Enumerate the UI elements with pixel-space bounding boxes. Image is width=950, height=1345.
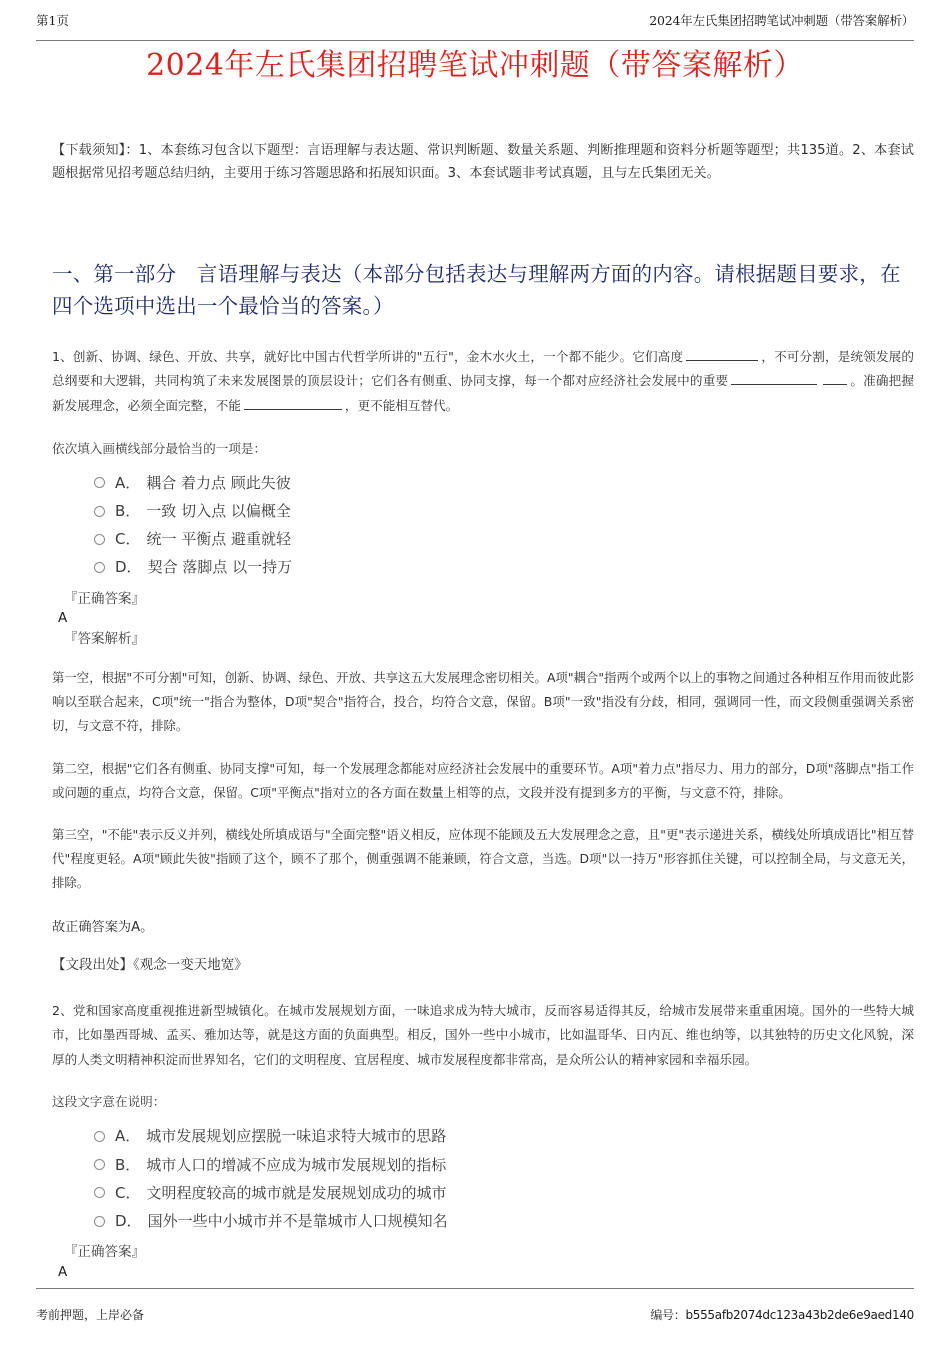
option-b[interactable]: [94, 501, 914, 521]
radio-icon[interactable]: [94, 1187, 105, 1198]
option-c[interactable]: [94, 529, 914, 549]
option-c-label: 统一 平衡点 避重就轻: [146, 530, 292, 549]
question-1-stem-part1: 1、创新、协调、绿色、开放、共享，就好比中国古代哲学所讲的"五行"，金木水火土，一个都不能少。它们高度: [52, 348, 684, 364]
option-c-letter: C．: [115, 1183, 141, 1202]
option-c-letter: C．: [115, 530, 141, 549]
question-2-stem: 2、党和国家高度重视推进新型城镇化。在城市发展规划方面，一味追求成为特大城市，反而容易适得其反，给城市发展带来重重困境。国外的一些特大城市，比如墨西哥城、孟买、雅加达等，就是这方面的负面典型。相反，国外一些中小城市，比如温哥华、日内瓦、维也纳等，以其独特的历史文化风貌，深厚的人类文明精神积淀而世界知名，它们的文明程度、宜居程度、城市发展程度都非常高，是众所公认的精神家园和幸福乐园。: [52, 1002, 914, 1067]
question-2-answer-value: A: [58, 1263, 68, 1280]
blank-2: [731, 373, 817, 386]
radio-icon[interactable]: [94, 562, 105, 573]
question-1-analysis-label: 『答案解析』: [64, 630, 145, 647]
question-1-analysis-para-1: 第一空，根据"不可分割"可知，创新、协调、绿色、开放、共享这五大发展理念密切相关。A项"耦合"指两个或两个以上的事物之间通过各种相互作用而彼此影响以至联合起来，C项"统一"指合为整体，D项"契合"指符合，投合，均符合文意，保留。B项"一致"指没有分歧，相同，强调同一性，而文段侧重强调关系密切，与文意不符，排除。: [52, 670, 914, 734]
radio-icon[interactable]: [94, 477, 105, 488]
blank-2b: [823, 373, 847, 386]
footer-code-value: b555afb2074dc123a43b2de6e9aed140: [685, 1308, 914, 1322]
section-heading: 一、第一部分 言语理解与表达（本部分包括表达与理解两方面的内容。请根据题目要求，在四个选项中选出一个最恰当的答案。）: [52, 262, 901, 319]
question-2-answer-label: 『正确答案』: [64, 1244, 145, 1261]
option-d[interactable]: [94, 557, 914, 577]
question-1-stem: [52, 345, 914, 419]
question-1-source-value: 《观念一变天地宽》: [133, 956, 248, 973]
footer-code-label: 编号：: [650, 1308, 686, 1322]
option-b[interactable]: [94, 1155, 914, 1175]
option-d[interactable]: [94, 1211, 914, 1231]
option-b-letter: B．: [115, 1155, 141, 1174]
radio-icon[interactable]: [94, 506, 105, 517]
page-title: 2024年左氏集团招聘笔试冲刺题（带答案解析）: [146, 48, 804, 83]
page-header: [36, 14, 914, 41]
question-2: [52, 999, 914, 1282]
option-d-label: 国外一些中小城市并不是靠城市人口规模知名: [147, 1212, 448, 1231]
document-body: [52, 140, 914, 1281]
footer-slogan: 考前押题，上岸必备: [36, 1308, 145, 1322]
question-1-conclusion: 故正确答案为A。: [52, 919, 154, 935]
question-1: [52, 345, 914, 973]
blank-3: [244, 397, 342, 410]
option-c[interactable]: [94, 1183, 914, 1203]
option-c-label: 文明程度较高的城市就是发展规划成功的城市: [146, 1183, 447, 1202]
option-a-label: 城市发展规划应摆脱一味追求特大城市的思路: [146, 1127, 447, 1146]
footer-code: [650, 1306, 914, 1323]
option-a-letter: A．: [115, 473, 141, 492]
option-a-label: 耦合 着力点 顾此失彼: [146, 473, 291, 492]
radio-icon[interactable]: [94, 1216, 105, 1227]
running-title: 2024年左氏集团招聘笔试冲刺题（带答案解析）: [649, 13, 914, 28]
option-d-letter: D．: [115, 558, 142, 577]
question-2-prompt: 这段文字意在说明：: [52, 1094, 166, 1110]
download-notice: 【下载须知】：1、本套练习包含以下题型：言语理解与表达题、常识判断题、数量关系题、判断推理题和资料分析题等题型；共135道。2、本套试题根据常见招考题总结归纳，主要用于练习答题思路和拓展知识面。3、本套试题非考试真题，且与左氏集团无关。: [52, 143, 914, 181]
option-a-letter: A．: [115, 1127, 141, 1146]
option-a[interactable]: [94, 1126, 914, 1146]
question-1-answer-value: A: [58, 609, 68, 626]
question-1-stem-part2: ，不可分割，是统领发展的总纲要和大逻辑，共同构筑了未来发展图景的顶层设计；它们各有侧重、协同支撑，每一个都对应经济社会发展中的重要: [52, 348, 914, 389]
question-1-answer-label: 『正确答案』: [64, 590, 145, 607]
question-1-analysis-para-2: 第二空，根据"它们各有侧重、协同支撑"可知，每一个发展理念都能对应经济社会发展中的重要环节。A项"着力点"指尽力、用力的部分，D项"落脚点"指工作或问题的重点，均符合文意，保留。C项"平衡点"指对立的各方面在数量上相等的点，文段并没有提到多方的平衡，与文意不符，排除。: [52, 760, 914, 800]
option-d-letter: D．: [115, 1212, 142, 1231]
option-b-label: 城市人口的增减不应成为城市发展规划的指标: [146, 1155, 447, 1174]
radio-icon[interactable]: [94, 1131, 105, 1142]
option-a[interactable]: [94, 473, 914, 493]
question-1-stem-part3: 。准确把握新发展理念，必须全面完整，不能: [52, 373, 915, 414]
page-footer: [36, 1288, 914, 1323]
option-d-label: 契合 落脚点 以一持万: [147, 558, 293, 577]
question-1-analysis-para-3: 第三空，"不能"表示反义并列，横线处所填成语与"全面完整"语义相反，应体现不能顾及五大发展理念之意，且"更"表示递进关系，横线处所填成语比"相互替代"程度更轻。A项"顾此失彼"指顾了这个，顾不了那个，侧重强调不能兼顾，符合文意，当选。D项"以一持万"形容抓住关键，可以控制全局，与文意无关，排除。: [52, 826, 914, 891]
question-1-source-label: 【文段出处】: [52, 956, 133, 973]
radio-icon[interactable]: [94, 1159, 105, 1170]
question-1-prompt: 依次填入画横线部分最恰当的一项是：: [52, 440, 267, 456]
blank-1: [686, 348, 758, 361]
option-b-letter: B．: [115, 501, 141, 520]
question-1-stem-part4: ，更不能相互替代。: [344, 398, 459, 414]
page-number-label: 第1页: [36, 13, 69, 28]
option-b-label: 一致 切入点 以偏概全: [146, 501, 291, 520]
question-1-options: [52, 473, 914, 578]
question-1-source: [52, 953, 914, 973]
radio-icon[interactable]: [94, 534, 105, 545]
question-2-options: [52, 1126, 914, 1231]
